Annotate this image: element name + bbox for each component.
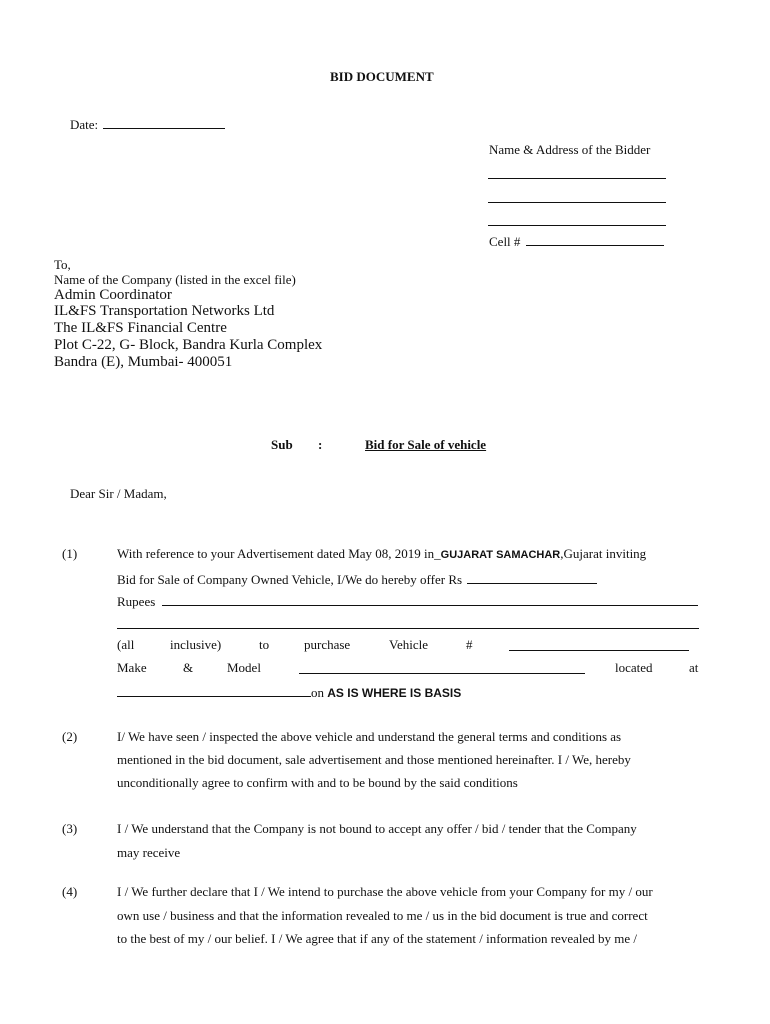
clause1-line-6 [117,684,461,701]
clause1-word: inclusive) [170,637,222,652]
bidder-address-line-1 [488,178,666,179]
offer-text: Bid for Sale of Company Owned Vehicle, I/We do hereby offer Rs [117,572,463,587]
clause2-line: I/ We have seen / inspected the above vehicle and understand the general terms and conditions as [117,729,622,744]
clause-number: (3) [62,821,78,836]
subject-label: Sub [271,437,293,452]
bidder-address-line-2 [488,202,666,203]
addressee-company-note: Name of the Company (listed in the excel file) [54,272,296,287]
addressee-line: Plot C-22, G- Block, Bandra Kurla Complex [54,337,323,353]
clause1-word: Model [227,660,261,675]
clause4-line: own use / business and that the information revealed to me / us in the bid document is true and correct [117,908,648,923]
clause-number: (2) [62,729,78,744]
addressee-line: Admin Coordinator [54,287,172,303]
clause2-line: unconditionally agree to confirm with and to be bound by the said conditions [117,775,518,790]
cell-blank [526,233,664,246]
addressee-line: Bandra (E), Mumbai- 400051 [54,354,233,370]
clause3-line: I / We understand that the Company is not bound to accept any offer / bid / tender that the Company [117,821,637,836]
basis-text: AS IS WHERE IS BASIS [327,686,462,700]
clause1-text: With reference to your Advertisement dated May 08, 2019 in_ [117,546,441,561]
clause1-text-post: ,Gujarat inviting [560,546,647,561]
rupees-words-blank-2 [117,628,699,629]
bidder-heading: Name & Address of the Bidder [489,142,651,157]
document-title: BID DOCUMENT [330,69,434,84]
clause4-line: I / We further declare that I / We intend to purchase the above vehicle from your Company for my / our [117,884,653,899]
clause1-word: & [183,660,194,675]
clause1-word: Vehicle [389,637,428,652]
clause1-word: purchase [304,637,351,652]
clause4-line: to the best of my / our belief. I / We agree that if any of the statement / information revealed by me / [117,931,637,946]
date-field [70,116,225,133]
clause1-word: (all [117,637,135,652]
date-label: Date: [70,117,99,132]
subject-text: Bid for Sale of vehicle [365,437,487,452]
clause1-word: Make [117,660,147,675]
rupees-words-blank [162,605,698,606]
rupees-label: Rupees [117,594,156,609]
bidder-cell [489,233,664,250]
bidder-address-line-3 [488,225,666,226]
offer-amount-blank [467,571,597,584]
clause1-word: to [259,637,270,652]
on-word: on [311,685,324,700]
clause-number: (1) [62,546,78,561]
clause3-line: may receive [117,845,181,860]
clause1-line-2 [117,571,597,588]
vehicle-number-blank [509,650,689,651]
clause2-line: mentioned in the bid document, sale advertisement and those mentioned hereinafter. I / We, hereby [117,752,631,767]
subject-colon: : [318,437,323,452]
location-blank [117,684,311,697]
clause1-line-1 [117,546,646,562]
clause1-word: # [466,637,473,652]
salutation: Dear Sir / Madam, [70,486,167,501]
clause1-word: at [689,660,699,675]
newspaper-name: GUJARAT SAMACHAR [440,549,561,561]
addressee-to: To, [54,257,71,272]
addressee-line: IL&FS Transportation Networks Ltd [54,303,275,319]
clause-number: (4) [62,884,78,899]
make-model-blank [299,673,585,674]
addressee-line: The IL&FS Financial Centre [54,320,227,336]
date-blank [103,116,225,129]
clause1-word: located [615,660,653,675]
cell-label: Cell # [489,234,521,249]
